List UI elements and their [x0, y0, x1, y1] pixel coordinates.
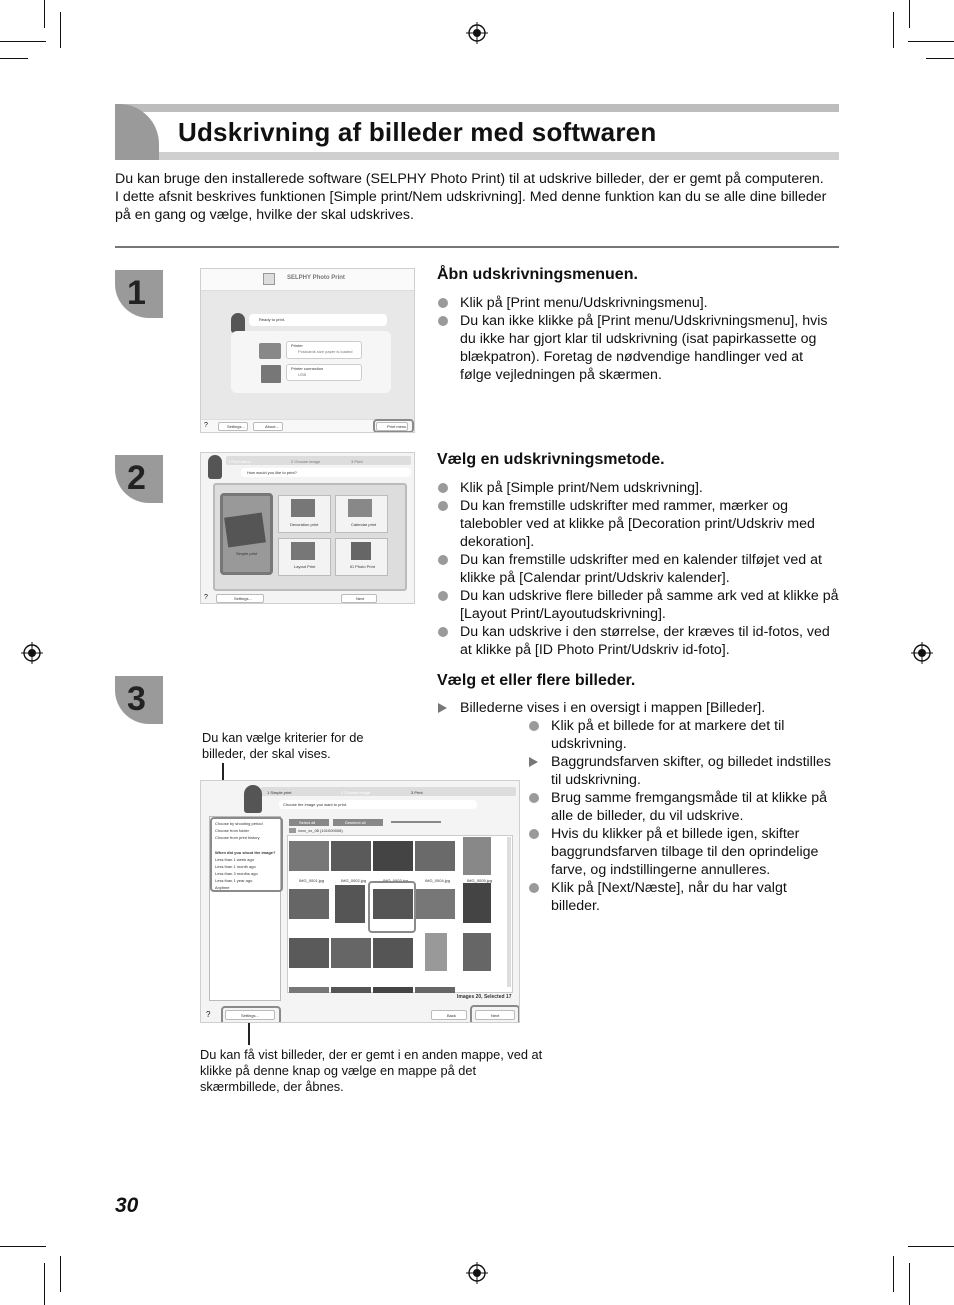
- help-icon[interactable]: ?: [204, 594, 208, 601]
- id-photo-icon: [351, 542, 371, 560]
- highlight-selected-image: [368, 881, 416, 933]
- bullet-item: Du kan fremstille udskrifter med rammer, mærker og talebobler ved at klikke på [Decoration print/Udskriv med dekoration].: [437, 497, 839, 551]
- image-thumbnail[interactable]: [415, 987, 455, 993]
- image-thumbnail[interactable]: [373, 841, 413, 871]
- help-icon[interactable]: ?: [204, 422, 208, 429]
- step-number: 1: [127, 274, 146, 312]
- about-button-label: About...: [265, 424, 279, 429]
- highlight-next-button: [470, 1005, 520, 1023]
- crop-mark: [0, 1246, 46, 1247]
- option-label: Calendar print: [351, 522, 377, 527]
- crumb: 3 Print: [351, 459, 363, 464]
- prompt-text: Choose the image you want to print.: [283, 802, 348, 807]
- bullet-item: Brug samme fremgangsmåde til at klikke på alle de billeder, du vil udskrive.: [528, 789, 836, 825]
- image-thumbnail[interactable]: [415, 889, 455, 919]
- prompt-text: How would you like to print?: [247, 470, 297, 475]
- bullet-item: Klik på [Simple print/Nem udskrivning].: [437, 479, 839, 497]
- crop-mark: [926, 58, 954, 59]
- step-badge: [115, 455, 163, 503]
- step-bullets: [437, 294, 837, 384]
- image-thumbnail[interactable]: [331, 938, 371, 968]
- print-menu-button-label: Print menu: [387, 424, 407, 429]
- next-button-label: Next: [491, 1013, 500, 1018]
- back-button-label: Back: [447, 1013, 456, 1018]
- screenshot-print-method: [200, 452, 415, 604]
- select-all-label: Select all: [299, 820, 316, 825]
- intro-paragraph: Du kan bruge den installerede software (SELPHY Photo Print) til at udskrive billeder, der er gemt på computeren.: [115, 171, 824, 187]
- arrow-item: Billederne vises i en oversigt i mappen [Billeder].: [437, 699, 837, 717]
- crop-mark: [893, 12, 894, 48]
- assistant-avatar: [231, 313, 245, 333]
- intro-paragraph: I dette afsnit beskrives funktionen [Simple print/Nem udskrivning]. Med denne funktion kan du se alle dine billeder på en gang og vælge, hvilke der skal udskrives.: [115, 189, 827, 223]
- step-number: 2: [127, 459, 146, 497]
- annotation-criteria: Du kan vælge kriterier for de billeder, der skal vises.: [202, 730, 364, 761]
- period-option[interactable]: Less than 3 months ago: [215, 871, 258, 876]
- crop-mark: [44, 0, 45, 28]
- highlight-settings-button: [221, 1006, 281, 1023]
- leader-line: [248, 1023, 250, 1045]
- registration-mark-icon: [21, 642, 43, 664]
- connection-value: USB: [298, 372, 307, 377]
- image-thumbnail[interactable]: [425, 933, 447, 971]
- crop-mark: [0, 41, 46, 42]
- when-label: When did you shoot the image?: [215, 850, 276, 855]
- bullet-item: Klik på [Print menu/Udskrivningsmenu].: [437, 294, 837, 312]
- title-band: [115, 104, 839, 112]
- step-bullets: [437, 479, 839, 659]
- folder-name: xxxx_xx_08 (101000008): [298, 828, 343, 833]
- crop-mark: [60, 1256, 61, 1292]
- crumb: 1 Print menu: [228, 459, 251, 464]
- image-thumbnail[interactable]: [463, 883, 491, 923]
- period-option[interactable]: Anytime: [215, 885, 230, 890]
- crop-mark: [60, 12, 61, 48]
- crop-mark: [909, 1263, 910, 1305]
- option-label: ID Photo Print: [350, 564, 375, 569]
- step-heading: Vælg et eller flere billeder.: [437, 672, 636, 689]
- grid-scrollbar[interactable]: [507, 837, 511, 987]
- step-badge: [115, 270, 163, 318]
- printer-value: Postcards size paper is loaded: [298, 349, 353, 354]
- app-title: SELPHY Photo Print: [287, 275, 345, 281]
- crop-mark: [0, 58, 28, 59]
- title-band: [115, 152, 839, 160]
- photo-icon: [224, 513, 266, 548]
- image-thumbnail[interactable]: [463, 837, 491, 875]
- crop-mark: [44, 1263, 45, 1305]
- screenshot-choose-image: [200, 780, 520, 1023]
- period-option[interactable]: Less than 1 week ago: [215, 857, 254, 862]
- divider: [115, 246, 839, 248]
- bullet-item: Du kan ikke klikke på [Print menu/Udskrivningsmenu], hvis du ikke har gjort klar til udskrivning (isat papirkassette og blækpatron). Foretag de nødvendige handlinger ved at følge vejledningen på skærmen.: [437, 312, 837, 384]
- registration-mark-icon: [466, 22, 488, 44]
- image-filename: IMG_0002.jpg: [341, 878, 367, 883]
- title-banner: [115, 104, 839, 160]
- crop-mark: [908, 1246, 954, 1247]
- printer-icon: [259, 343, 281, 359]
- period-option[interactable]: Less than 1 month ago: [215, 864, 256, 869]
- step-heading: Åbn udskrivningsmenuen.: [437, 266, 638, 283]
- crumb: 2 Choose image: [341, 790, 371, 795]
- registration-mark-icon: [466, 1262, 488, 1284]
- step-bullets: [437, 699, 837, 717]
- image-filename: IMG_0003.jpg: [383, 878, 409, 883]
- intro: [115, 170, 839, 224]
- printer-label: Printer: [291, 343, 303, 348]
- crumb: 1 Simple print: [267, 790, 292, 795]
- image-filename: IMG_0004.jpg: [425, 878, 451, 883]
- highlight-filter-panel: [210, 817, 283, 892]
- crop-mark: [893, 1256, 894, 1292]
- bullet-item: Du kan udskrive i den størrelse, der kræves til id-fotos, ved at klikke på [ID Photo Print/Udskriv id-foto].: [437, 623, 839, 659]
- bullet-item: Klik på et billede for at markere det til udskrivning.: [528, 717, 836, 753]
- image-thumbnail[interactable]: [373, 987, 413, 993]
- title-tab: [115, 104, 159, 160]
- filter-option[interactable]: Choose by shooting period: [215, 821, 263, 826]
- option-label: Simple print: [236, 551, 258, 556]
- bullet-item: Du kan udskrive flere billeder på samme ark ved at klikke på [Layout Print/Layoutudskrivning].: [437, 587, 839, 623]
- settings-button-label: Settings...: [227, 424, 245, 429]
- option-label: Layout Print: [294, 564, 316, 569]
- crop-mark: [909, 0, 910, 28]
- image-thumbnail[interactable]: [289, 841, 329, 871]
- highlight-print-menu: [373, 419, 414, 433]
- step-heading: Vælg en udskrivningsmetode.: [437, 451, 665, 468]
- image-thumbnail[interactable]: [415, 841, 455, 871]
- bullet-item: Hvis du klikker på et billede igen, skifter baggrundsfarven tilbage til den oprindelige farve, og indstillingerne annulleres.: [528, 825, 836, 879]
- image-count: Images 20, Selected 17: [457, 994, 512, 1000]
- image-thumbnail[interactable]: [331, 987, 371, 993]
- bullet-item: Klik på [Next/Næste], når du har valgt billeder.: [528, 879, 836, 915]
- folder-icon: [289, 828, 296, 833]
- zoom-slider[interactable]: [391, 821, 441, 823]
- settings-button-label: Settings...: [241, 1013, 259, 1018]
- image-thumbnail[interactable]: [289, 938, 329, 968]
- image-thumbnail[interactable]: [331, 841, 371, 871]
- bullet-item: Du kan fremstille udskrifter med en kalender tilføjet ved at klikke på [Calendar print/Udskriv kalender].: [437, 551, 839, 587]
- image-thumbnail[interactable]: [335, 885, 365, 923]
- image-thumbnail[interactable]: [463, 933, 491, 971]
- image-thumbnail[interactable]: [289, 889, 329, 919]
- app-logo-icon: [263, 273, 275, 285]
- image-thumbnail[interactable]: [373, 938, 413, 968]
- settings-button-label: Settings...: [234, 596, 252, 601]
- step-badge: [115, 676, 163, 724]
- page-title: Udskrivning af billeder med softwaren: [178, 117, 657, 147]
- calendar-icon: [348, 499, 372, 517]
- connection-label: Printer connection: [291, 366, 324, 371]
- deselect-all-label: Deselect all: [345, 820, 366, 825]
- option-label: Decoration print: [290, 522, 319, 527]
- filter-option[interactable]: Choose from folder: [215, 828, 250, 833]
- computer-icon: [261, 365, 281, 383]
- assistant-avatar: [208, 455, 222, 479]
- next-button-label: Next: [356, 596, 365, 601]
- image-filename: IMG_0005.jpg: [467, 878, 493, 883]
- annotation-folder: Du kan få vist billeder, der er gemt i en anden mappe, ved at klikke på denne knap og vælge en mappe på det skærmbillede, der åbnes.: [200, 1047, 543, 1094]
- image-thumbnail[interactable]: [289, 987, 329, 993]
- assistant-avatar: [244, 785, 262, 813]
- image-filename: IMG_0001.jpg: [299, 878, 325, 883]
- crop-mark: [908, 41, 954, 42]
- filter-option[interactable]: Choose from print history: [215, 835, 260, 840]
- step-number: 3: [127, 680, 146, 718]
- screenshot-print-menu: [200, 268, 415, 433]
- period-option[interactable]: Less than 1 year ago: [215, 878, 253, 883]
- step-sub-bullets: [528, 717, 836, 915]
- crumb: 3 Print: [411, 790, 423, 795]
- help-icon[interactable]: ?: [206, 1010, 211, 1019]
- decoration-icon: [291, 499, 315, 517]
- arrow-item: Baggrundsfarven skifter, og billedet indstilles til udskrivning.: [528, 753, 836, 789]
- layout-icon: [291, 542, 315, 560]
- status-text: Ready to print.: [259, 317, 286, 322]
- page-number: 30: [115, 1194, 139, 1217]
- registration-mark-icon: [911, 642, 933, 664]
- crumb: 2 Choose image: [291, 459, 321, 464]
